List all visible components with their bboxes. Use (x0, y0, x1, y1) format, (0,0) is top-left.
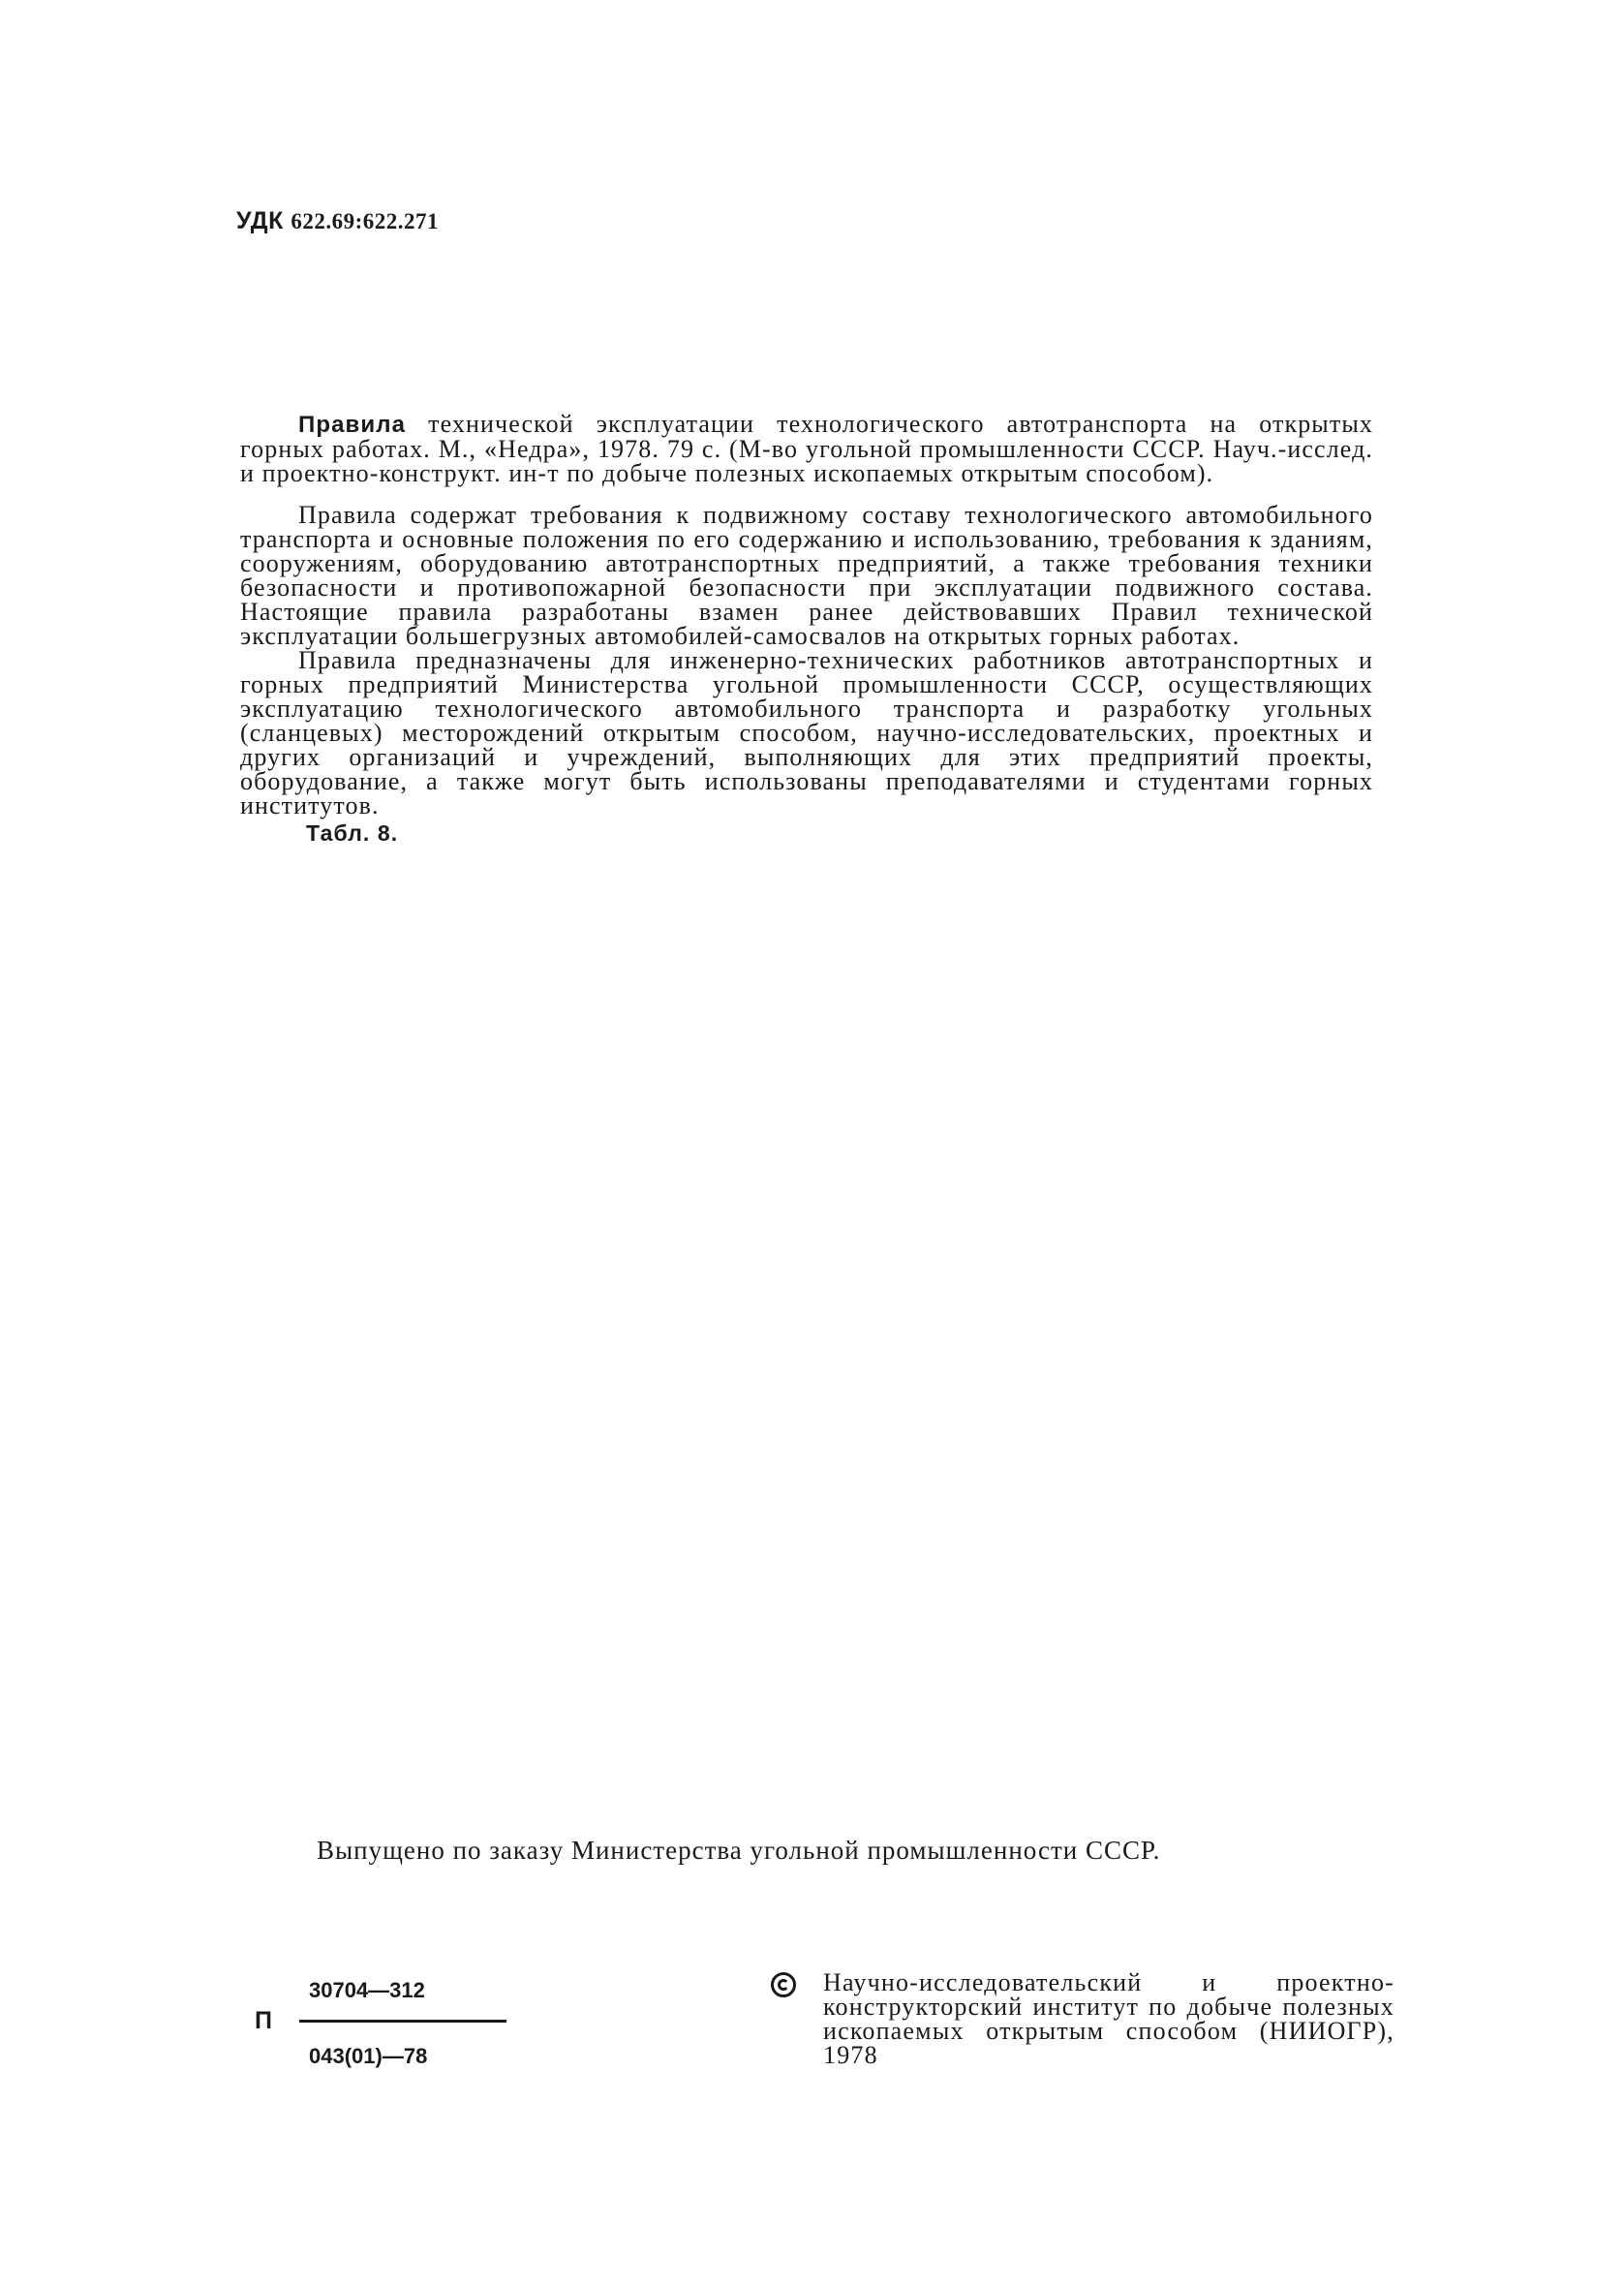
abstract-paragraph-2: Правила предназначены для инженерно-технических работников автотранспортных и горных предприятий Министерства угольной промышленности СССР, осуществляющих эксплуатацию технологического автомобильного транспорта и разработку угольных (сланцевых) месторождений открытым способом, научно-исследовательских, проектных и других организаций и учреждений, выполняющих для этих предприятий проекты, оборудование, а также могут быть использованы преподавателями и студентами горных институтов. (240, 646, 1373, 819)
abstract-paragraph-1: Правила содержат требования к подвижному составу технологического автомобильного транспорта и основные положения по его содержанию и использованию, требования к зданиям, сооружениям, оборудованию автотранспортных предприятий, а также требования техники безопасности и противопожарной безопасности при эксплуатации подвижного состава. Настоящие правила разработаны взамен ранее действовавших Правил технической эксплуатации большегрузных автомобилей-самосвалов на открытых горных работах. (240, 501, 1373, 650)
index-letter: П (255, 2007, 272, 2034)
publication-index (255, 1964, 516, 2090)
reference-title: Правила (298, 412, 407, 438)
issued-note: Выпущено по заказу Министерства угольной промышленности СССР. (317, 1836, 1161, 1865)
index-denominator: 043(01)—78 (309, 2044, 428, 2068)
copyright-icon (771, 1972, 796, 1997)
udk-classification (236, 207, 439, 235)
fraction-line (299, 2020, 506, 2023)
index-numerator: 30704—312 (309, 1978, 425, 2002)
udk-label: УДК (236, 207, 284, 234)
reference-details: технической эксплуатации технологического автотранспорта на открытых горных работах. М., «Недра», 1978. 79 с. (М-во угольной промышленности СССР. Науч.-исслед. и проектно-конструкт. ин-т по добыче полезных ископаемых открытым способом). (240, 410, 1373, 487)
tables-count: Табл. 8. (306, 820, 399, 846)
udk-code: 622.69:622.271 (291, 209, 439, 233)
abstract-block (240, 412, 1373, 846)
bibliographic-reference (240, 412, 1373, 485)
copyright-text: Научно-исследовательский и проектно-конструкторский институт по добыче полезных ископаемых открытым способом (НИИОГР), 1978 (823, 1968, 1394, 2069)
